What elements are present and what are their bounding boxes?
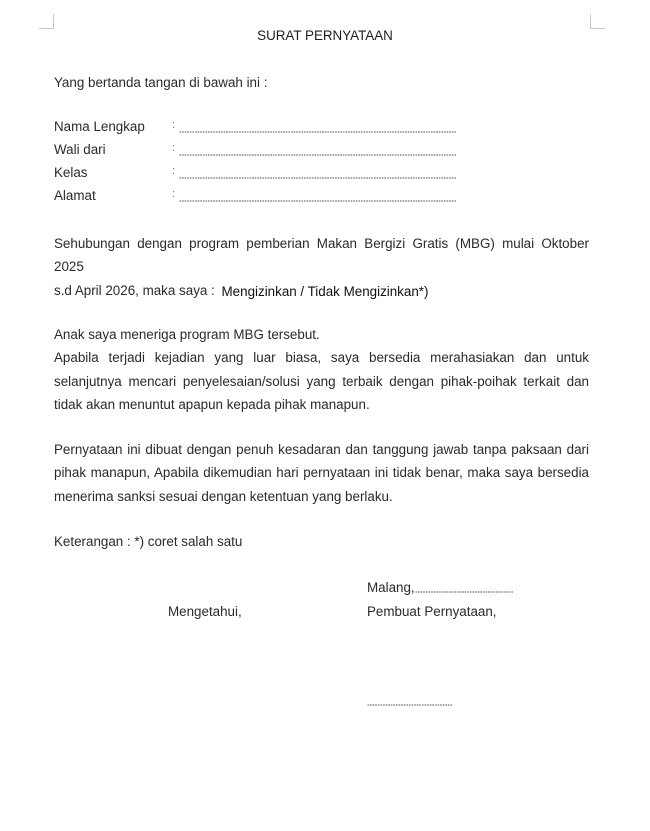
fill-in-dotted-line[interactable] bbox=[179, 154, 456, 156]
field-label: Nama Lengkap bbox=[54, 119, 145, 134]
field-colon: : bbox=[172, 165, 176, 177]
paragraph-line: Apabila terjadi kejadian yang luar biasa, saya bersedia merahasiakan dan untuk bbox=[54, 350, 589, 366]
field-colon: : bbox=[172, 142, 176, 154]
paragraph-line: Sehubungan dengan program pemberian Makan Bergizi Gratis (MBG) mulai Oktober 2025 bbox=[54, 236, 589, 275]
paragraph-line: selanjutnya mencari penyelesaian/solusi yang terbaik dengan pihak-poihak terkait dan bbox=[54, 373, 589, 389]
paragraph-line: pihak manapun, Apabila dikemudian hari pernyataan ini tidak benar, maka saya bersedia bbox=[54, 465, 589, 481]
statement-maker-label: Pembuat Pernyataan, bbox=[367, 604, 497, 619]
field-row-kelas[interactable] bbox=[54, 165, 456, 185]
fill-in-dotted-line[interactable] bbox=[179, 131, 456, 133]
intro-text: Yang bertanda tangan di bawah ini : bbox=[54, 75, 268, 90]
field-label: Wali dari bbox=[54, 142, 106, 157]
place-label: Malang, bbox=[367, 580, 415, 595]
signature-dotted-line[interactable] bbox=[367, 704, 453, 706]
field-label: Kelas bbox=[54, 165, 88, 180]
note-text: Keterangan : *) coret salah satu bbox=[54, 534, 243, 549]
acknowledged-label: Mengetahui, bbox=[168, 604, 242, 619]
paragraph-line: menerima sanksi sesuai dengan ketentuan yang berlaku. bbox=[54, 488, 393, 504]
fill-in-dotted-line[interactable] bbox=[179, 200, 456, 202]
paragraph-declaration bbox=[54, 438, 589, 508]
margin-corner-mark-top-left bbox=[39, 14, 54, 29]
field-colon: : bbox=[172, 119, 176, 131]
field-row-alamat[interactable] bbox=[54, 188, 456, 208]
paragraph-line: s.d April 2026, maka saya : bbox=[54, 282, 215, 298]
field-colon: : bbox=[172, 188, 176, 200]
paragraph-line: Pernyataan ini dibuat dengan penuh kesadaran dan tanggung jawab tanpa paksaan dari bbox=[54, 442, 589, 457]
paragraph-line: tidak akan menuntut apapun kepada pihak manapun. bbox=[54, 396, 370, 412]
paragraph-line: Anak saya meneriga program MBG tersebut. bbox=[54, 327, 320, 342]
date-dotted-line[interactable] bbox=[415, 591, 513, 593]
permission-choice: Mengizinkan / Tidak Mengizinkan*) bbox=[221, 284, 429, 299]
fill-in-dotted-line[interactable] bbox=[179, 177, 456, 179]
field-label: Alamat bbox=[54, 188, 96, 203]
document-title: SURAT PERNYATAAN bbox=[257, 28, 393, 43]
margin-corner-mark-top-right bbox=[590, 14, 605, 29]
field-row-wali-dari[interactable] bbox=[54, 142, 456, 162]
field-row-nama-lengkap[interactable] bbox=[54, 119, 456, 139]
paragraph-statement bbox=[54, 323, 589, 416]
